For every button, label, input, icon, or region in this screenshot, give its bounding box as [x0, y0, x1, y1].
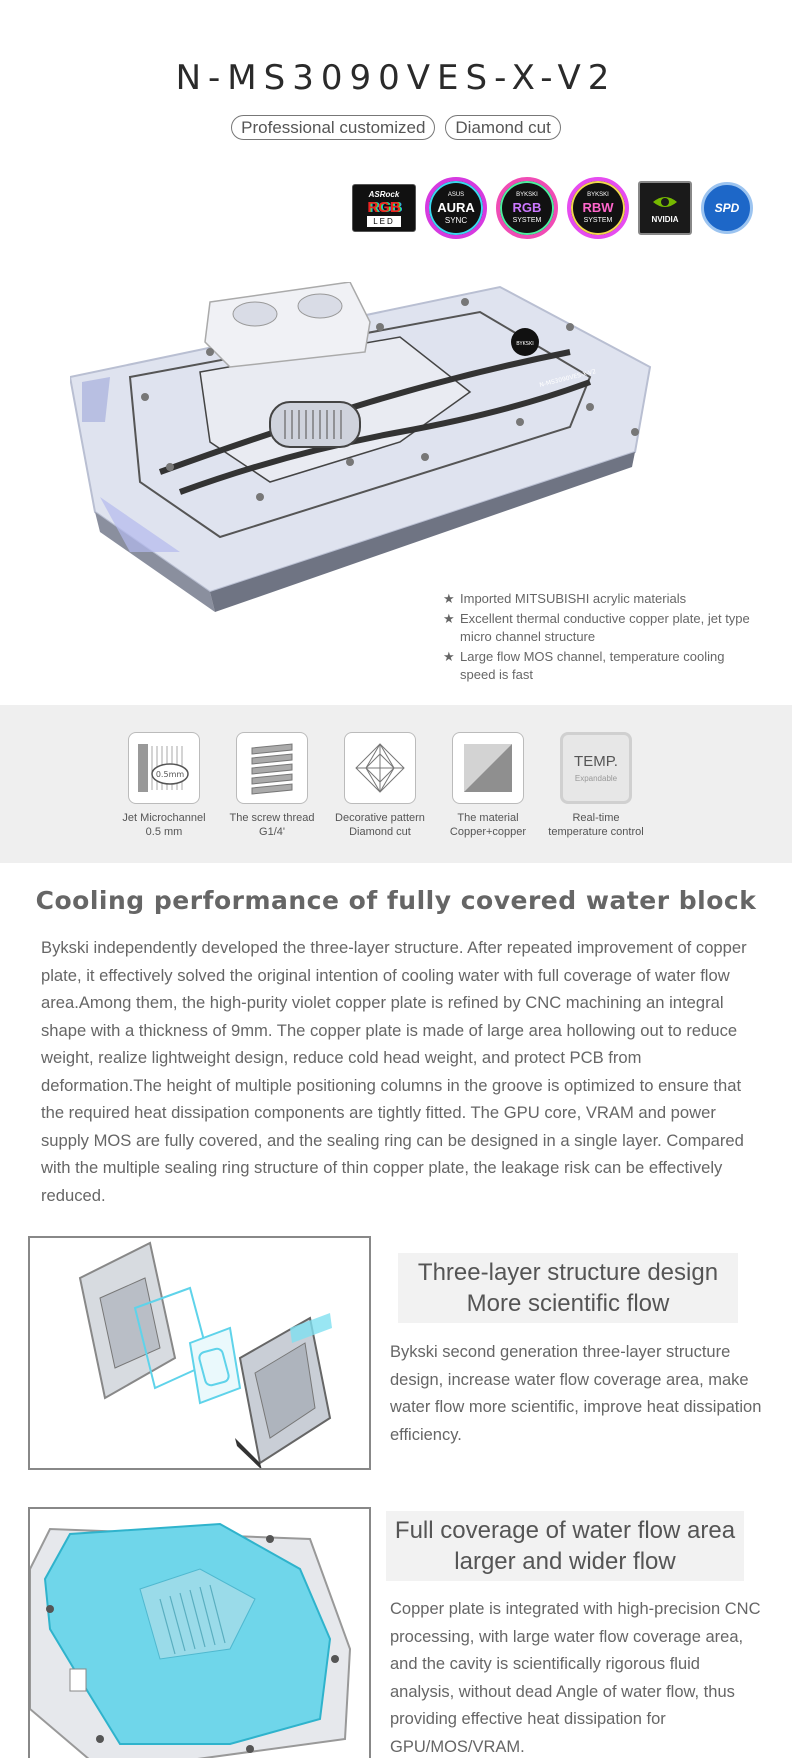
screw-thread-icon — [244, 740, 300, 796]
nvidia-eye-icon — [651, 192, 679, 212]
tag-diamond-cut: Diamond cut — [445, 115, 560, 140]
spd-badge: SPD — [701, 182, 753, 234]
temp-icon-label: TEMP. — [574, 753, 618, 770]
star-icon: ★ — [443, 611, 455, 626]
feature-item: ★ Large flow MOS channel, temperature cooling speed is fast — [443, 649, 725, 682]
product-logo-text: BYKSKI — [516, 341, 534, 347]
product-title: N-MS3090VES-X-V2 — [175, 58, 617, 98]
asus-aura-sync-badge: ASUS AURA SYNC — [425, 177, 487, 239]
spec-band — [0, 705, 792, 863]
tag-professional-customized: Professional customized — [231, 115, 435, 140]
svg-text:0.5mm: 0.5mm — [155, 770, 185, 779]
diamond-icon — [350, 738, 410, 798]
section-heading: Cooling performance of fully covered water block — [35, 886, 757, 915]
feature-item: ★ Excellent thermal conductive copper plate, jet type micro channel structure — [443, 611, 750, 644]
card-text-three-layer: Bykski second generation three-layer structure design, increase water flow coverage area, make water flow more scientific, improve heat dissipation efficiency. — [390, 1343, 762, 1444]
three-layer-image — [28, 1236, 371, 1470]
card-title-three-layer: Three-layer structure design More scientific flow — [398, 1253, 738, 1323]
exploded-view-illustration — [30, 1238, 369, 1468]
flow-coverage-illustration — [30, 1509, 369, 1758]
nvidia-badge: NVIDIA — [638, 181, 692, 235]
star-icon: ★ — [443, 591, 455, 606]
microchannel-icon — [134, 738, 194, 798]
spec-screw-thread: The screw thread G1/4' — [212, 732, 332, 839]
compatibility-badges — [352, 177, 753, 239]
spec-jet-microchannel: 0.5mm Jet Microchannel 0.5 mm — [104, 732, 224, 839]
material-icon — [462, 742, 514, 794]
spec-temperature-control: TEMP. Expandable Real-time temperature control — [536, 732, 656, 839]
temp-icon-sub: Expandable — [574, 774, 618, 783]
asrock-rgb-led-badge: ASRock RGB LED — [352, 184, 416, 232]
bykski-rbw-system-badge: BYKSKI RBW SYSTEM — [567, 177, 629, 239]
full-coverage-image — [28, 1507, 371, 1758]
water-block-product-image — [70, 282, 730, 642]
star-icon: ★ — [443, 649, 455, 664]
feature-list — [443, 590, 763, 686]
bykski-rgb-system-badge: BYKSKI RGB SYSTEM — [496, 177, 558, 239]
spec-material: The material Copper+copper — [428, 732, 548, 839]
section-body: Bykski independently developed the three-layer structure. After repeated improvement of copper plate, it effectively solved the original intention of cooling water with full coverage of water flow area.Among them, the high-purity violet copper plate is refined by CNC machining an integral shape with a thickness of 9mm. The copper plate is made of large area hollowing out to reduce weight, realize lightweight design, reduce cold head weight, and protect PCB from deformation.The height of multiple positioning columns in the groove is optimized to ensure that the required heat dissipation components are tightly fitted. The GPU core, VRAM and power supply MOS are fully covered, and the sealing ring can be designed in a single layer. Compared with the multiple sealing ring structure of thin copper plate, the leakage risk can be effectively reduced. — [41, 938, 747, 1205]
feature-item: ★ Imported MITSUBISHI acrylic materials — [443, 591, 687, 606]
card-text-full-coverage: Copper plate is integrated with high-precision CNC processing, with large water flow coverage area, and the cavity is scientifically rigorous fluid analysis, without dead Angle of water flow, thus providing effective heat dissipation for GPU/MOS/VRAM. — [390, 1600, 761, 1756]
product-plate-text: N-MS3090VES-X-V2 — [538, 368, 597, 389]
tag-row — [0, 115, 792, 140]
card-title-full-coverage: Full coverage of water flow area larger and wider flow — [386, 1511, 744, 1581]
spec-decorative-pattern: Decorative pattern Diamond cut — [320, 732, 440, 839]
